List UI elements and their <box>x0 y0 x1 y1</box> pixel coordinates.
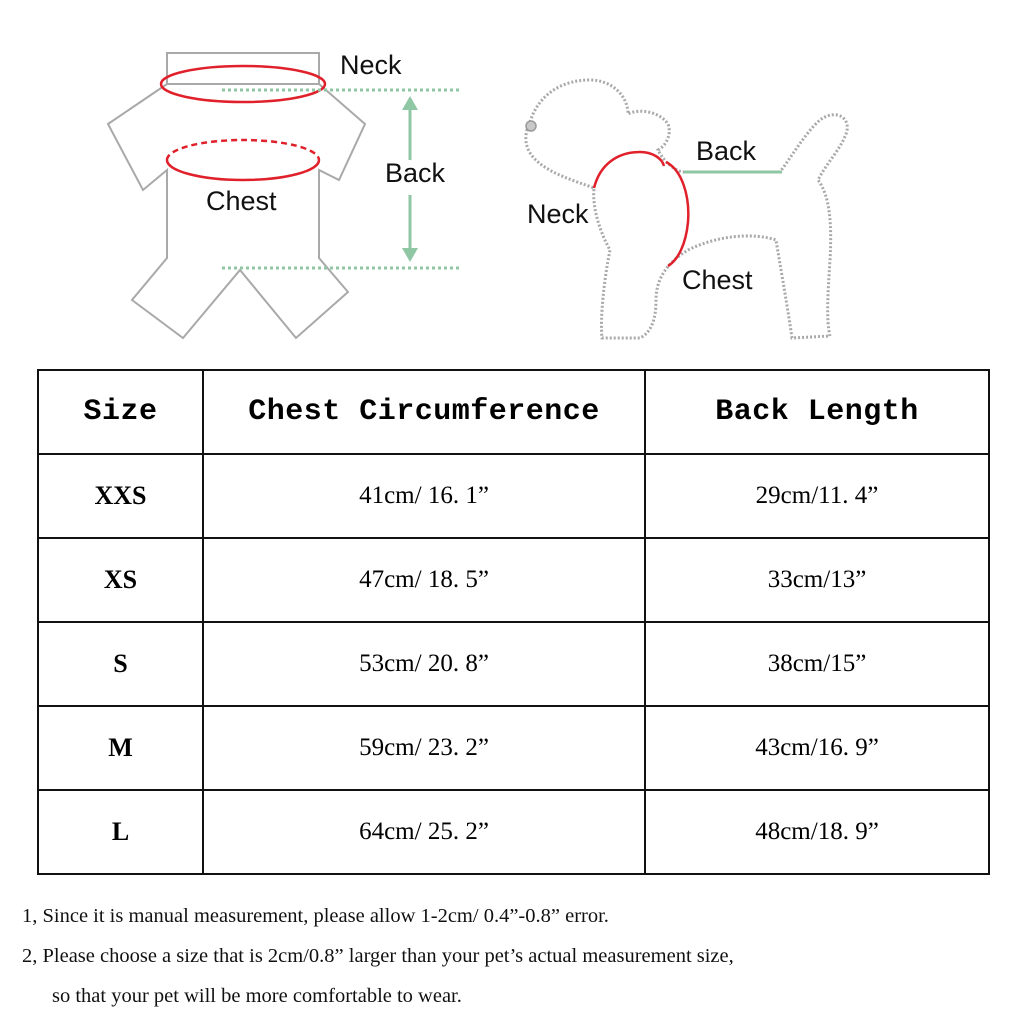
table-header-row <box>38 370 989 454</box>
back-cell: 33cm/13” <box>645 538 989 622</box>
garment-chest-label: Chest <box>206 186 277 216</box>
header-back-length: Back Length <box>645 370 989 454</box>
sizing-notes <box>22 896 1012 1016</box>
dog-neck-label: Neck <box>527 199 589 229</box>
size-cell: XXS <box>38 454 203 538</box>
size-cell: L <box>38 790 203 874</box>
chest-cell: 59cm/ 23. 2” <box>203 706 645 790</box>
note-2: 2, Please choose a size that is 2cm/0.8” larger than your pet’s actual measurement size, <box>22 945 734 967</box>
diagram-graphic <box>0 0 1024 365</box>
table-row <box>38 790 989 874</box>
garment-neck-label: Neck <box>340 50 402 80</box>
dog-nose-icon <box>526 121 536 131</box>
table-row <box>38 454 989 538</box>
back-cell: 43cm/16. 9” <box>645 706 989 790</box>
size-chart-table <box>37 369 990 875</box>
note-1: 1, Since it is manual measurement, please allow 1-2cm/ 0.4”-0.8” error. <box>22 905 609 927</box>
table-row <box>38 706 989 790</box>
measurement-diagram <box>0 0 1024 365</box>
back-cell: 38cm/15” <box>645 622 989 706</box>
garment-back-label: Back <box>385 158 446 188</box>
chest-cell: 41cm/ 16. 1” <box>203 454 645 538</box>
size-cell: M <box>38 706 203 790</box>
garment-collar <box>167 53 319 85</box>
dog-back-label: Back <box>696 136 757 166</box>
back-cell: 48cm/18. 9” <box>645 790 989 874</box>
header-chest-circumference: Chest Circumference <box>203 370 645 454</box>
dog-chest-label: Chest <box>682 265 753 295</box>
chest-cell: 53cm/ 20. 8” <box>203 622 645 706</box>
chest-cell: 64cm/ 25. 2” <box>203 790 645 874</box>
size-cell: S <box>38 622 203 706</box>
table-row <box>38 622 989 706</box>
note-2-continued: so that your pet will be more comfortable to wear. <box>52 985 462 1007</box>
size-cell: XS <box>38 538 203 622</box>
chest-cell: 47cm/ 18. 5” <box>203 538 645 622</box>
table-row <box>38 538 989 622</box>
header-size: Size <box>38 370 203 454</box>
back-cell: 29cm/11. 4” <box>645 454 989 538</box>
